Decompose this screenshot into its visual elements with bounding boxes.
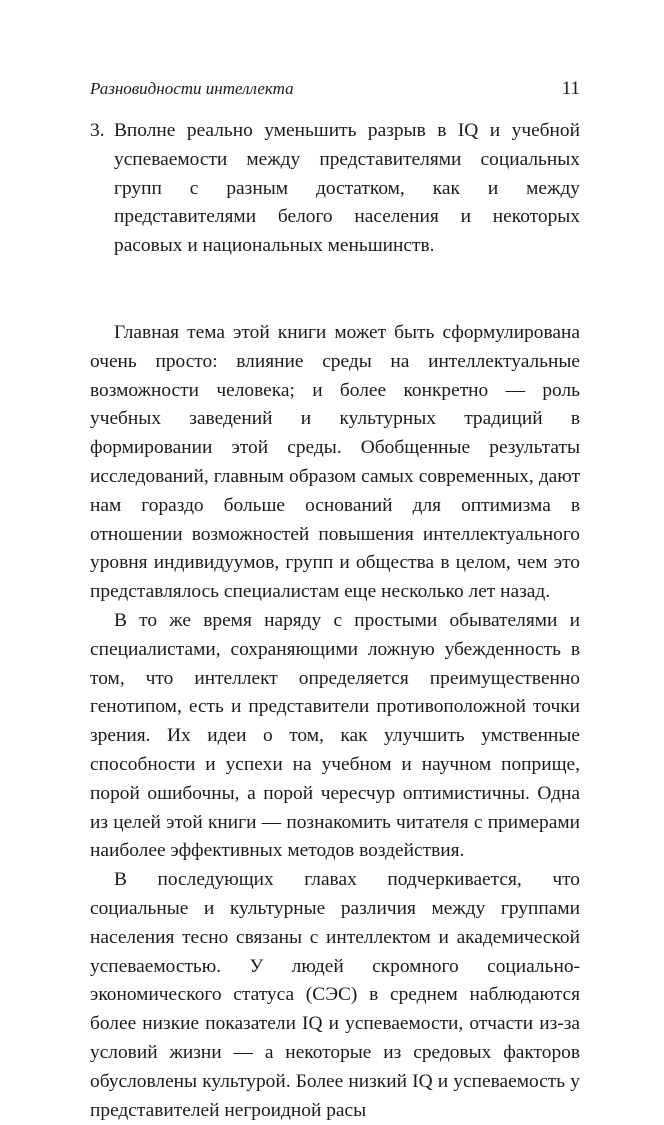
chapter-title: Разновидности интеллекта	[90, 79, 294, 98]
running-header	[90, 78, 580, 100]
section-gap	[90, 261, 580, 319]
page-number: 11	[561, 78, 580, 99]
numbered-list-item	[90, 117, 580, 261]
list-item-number: 3.	[90, 120, 105, 141]
body-text	[90, 117, 580, 1125]
paragraph: В последующих главах подчеркивается, что социальные и культурные различия между группами населения тесно связаны с интеллектом и академической успеваемостью. У людей скромного социально-экономического статуса (СЭС) в среднем наблюдаются более низкие показатели IQ и успеваемости, отчасти из-за условий жизни — а некоторые из средовых факторов обусловлены культурой. Более низкий IQ и успеваемость у представителей негроидной расы	[90, 869, 580, 1121]
list-item-text: Вполне реально уменьшить разрыв в IQ и учебной успеваемости между представителями социальных групп с разным достатком, как и между представителями белого населения и некоторых расовых и национальных меньшинств.	[114, 120, 580, 257]
paragraph: Главная тема этой книги может быть сформулирована очень просто: влияние среды на интеллектуальные возможности человека; и более конкретно — роль учебных заведений и культурных традиций в формировании этой среды. Обобщенные результаты исследований, главным образом самых современных, дают нам гораздо больше оснований для оптимизма в отношении возможностей повышения интеллектуального уровня индивидуумов, групп и общества в целом, чем это представлялось специалистам еще несколько лет назад.	[90, 321, 580, 603]
paragraph: В то же время наряду с простыми обывателями и специалистами, сохраняющими ложную убежденность в том, что интеллект определяется преимущественно генотипом, есть и представители противоположной точки зрения. Их идеи о том, как улучшить умственные способности и успехи на учебном и научном поприще, порой ошибочны, а порой чересчур оптимистичны. Одна из целей этой книги — познакомить читателя с примерами наиболее эффективных методов воздействия.	[90, 609, 580, 862]
